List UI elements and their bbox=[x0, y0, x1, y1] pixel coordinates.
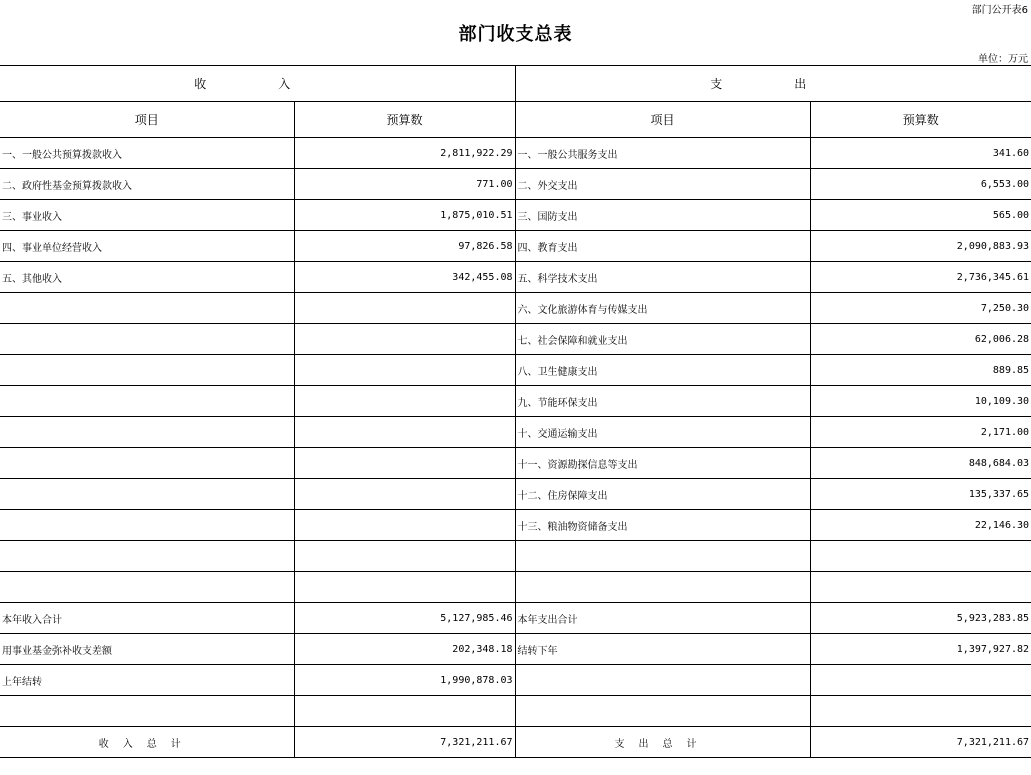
expense-value-cell: 5,923,283.85 bbox=[810, 603, 1031, 634]
table-row bbox=[0, 169, 1031, 200]
expense-value-cell: 1,397,927.82 bbox=[810, 634, 1031, 665]
income-section-header: 收 入 bbox=[0, 66, 515, 102]
expense-value-cell: 6,553.00 bbox=[810, 169, 1031, 200]
income-value-cell: 771.00 bbox=[294, 169, 515, 200]
income-value-cell bbox=[294, 355, 515, 386]
income-item-cell bbox=[0, 572, 294, 603]
expense-value-cell: 62,006.28 bbox=[810, 324, 1031, 355]
income-value-cell bbox=[294, 696, 515, 727]
expense-value-cell: 2,171.00 bbox=[810, 417, 1031, 448]
expense-item-cell: 结转下年 bbox=[515, 634, 810, 665]
income-item-cell: 五、其他收入 bbox=[0, 262, 294, 293]
expense-value-cell: 10,109.30 bbox=[810, 386, 1031, 417]
expense-value-cell: 2,090,883.93 bbox=[810, 231, 1031, 262]
income-item-cell bbox=[0, 479, 294, 510]
expense-item-cell bbox=[515, 696, 810, 727]
expense-value-cell: 565.00 bbox=[810, 200, 1031, 231]
table-row bbox=[0, 696, 1031, 727]
expense-value-cell: 22,146.30 bbox=[810, 510, 1031, 541]
expense-item-cell bbox=[515, 665, 810, 696]
column-header-row bbox=[0, 102, 1031, 138]
budget-summary-table bbox=[0, 65, 1031, 758]
income-value-cell bbox=[294, 293, 515, 324]
income-value-cell bbox=[294, 324, 515, 355]
expense-value-cell: 341.60 bbox=[810, 138, 1031, 169]
income-value-cell bbox=[294, 572, 515, 603]
table-row bbox=[0, 479, 1031, 510]
expense-budget-header: 预算数 bbox=[810, 102, 1031, 138]
page-title: 部门收支总表 bbox=[458, 24, 573, 45]
expense-item-cell: 一、一般公共服务支出 bbox=[515, 138, 810, 169]
income-value-cell: 2,811,922.29 bbox=[294, 138, 515, 169]
expense-section-header: 支 出 bbox=[515, 66, 1031, 102]
unit-label: 单位：万元 bbox=[978, 54, 1028, 65]
expense-value-cell: 7,250.30 bbox=[810, 293, 1031, 324]
expense-item-cell: 五、科学技术支出 bbox=[515, 262, 810, 293]
table-row bbox=[0, 262, 1031, 293]
income-value-cell bbox=[294, 417, 515, 448]
income-value-cell bbox=[294, 510, 515, 541]
table-row bbox=[0, 541, 1031, 572]
income-item-cell bbox=[0, 696, 294, 727]
income-item-cell bbox=[0, 448, 294, 479]
income-item-cell: 用事业基金弥补收支差额 bbox=[0, 634, 294, 665]
expense-value-cell bbox=[810, 665, 1031, 696]
income-budget-header: 预算数 bbox=[294, 102, 515, 138]
expense-item-cell: 十、交通运输支出 bbox=[515, 417, 810, 448]
income-item-cell bbox=[0, 355, 294, 386]
expense-item-cell: 四、教育支出 bbox=[515, 231, 810, 262]
expense-item-cell: 十二、住房保障支出 bbox=[515, 479, 810, 510]
income-item-cell bbox=[0, 293, 294, 324]
income-value-cell bbox=[294, 541, 515, 572]
income-total-value: 7,321,211.67 bbox=[294, 727, 515, 758]
income-item-cell: 一、一般公共预算拨款收入 bbox=[0, 138, 294, 169]
expense-item-cell: 十三、粮油物资储备支出 bbox=[515, 510, 810, 541]
expense-value-cell: 135,337.65 bbox=[810, 479, 1031, 510]
income-value-cell bbox=[294, 479, 515, 510]
expense-item-header: 项目 bbox=[515, 102, 810, 138]
income-value-cell: 5,127,985.46 bbox=[294, 603, 515, 634]
table-row bbox=[0, 603, 1031, 634]
income-item-cell: 四、事业单位经营收入 bbox=[0, 231, 294, 262]
income-item-cell bbox=[0, 510, 294, 541]
income-item-header: 项目 bbox=[0, 102, 294, 138]
income-value-cell: 97,826.58 bbox=[294, 231, 515, 262]
income-item-cell: 上年结转 bbox=[0, 665, 294, 696]
income-item-cell bbox=[0, 386, 294, 417]
totals-row bbox=[0, 727, 1031, 758]
section-header-row bbox=[0, 66, 1031, 102]
expense-item-cell: 三、国防支出 bbox=[515, 200, 810, 231]
table-row bbox=[0, 200, 1031, 231]
table-row bbox=[0, 386, 1031, 417]
income-total-label: 收入总计 bbox=[0, 727, 294, 758]
expense-item-cell: 十一、资源勘探信息等支出 bbox=[515, 448, 810, 479]
expense-item-cell: 七、社会保障和就业支出 bbox=[515, 324, 810, 355]
table-number-label: 部门公开表6 bbox=[971, 5, 1028, 16]
expense-item-cell: 八、卫生健康支出 bbox=[515, 355, 810, 386]
table-row bbox=[0, 138, 1031, 169]
expense-value-cell bbox=[810, 572, 1031, 603]
income-value-cell: 1,990,878.03 bbox=[294, 665, 515, 696]
expense-item-cell bbox=[515, 541, 810, 572]
table-row bbox=[0, 634, 1031, 665]
expense-value-cell: 848,684.03 bbox=[810, 448, 1031, 479]
expense-value-cell bbox=[810, 541, 1031, 572]
expense-item-cell: 本年支出合计 bbox=[515, 603, 810, 634]
income-value-cell bbox=[294, 386, 515, 417]
expense-value-cell: 889.85 bbox=[810, 355, 1031, 386]
income-value-cell: 342,455.08 bbox=[294, 262, 515, 293]
income-item-cell: 本年收入合计 bbox=[0, 603, 294, 634]
expense-item-cell: 六、文化旅游体育与传媒支出 bbox=[515, 293, 810, 324]
table-row bbox=[0, 293, 1031, 324]
table-row bbox=[0, 324, 1031, 355]
income-value-cell bbox=[294, 448, 515, 479]
expense-item-cell bbox=[515, 572, 810, 603]
expense-value-cell bbox=[810, 696, 1031, 727]
expense-item-cell: 九、节能环保支出 bbox=[515, 386, 810, 417]
income-item-cell bbox=[0, 541, 294, 572]
income-item-cell: 三、事业收入 bbox=[0, 200, 294, 231]
table-row bbox=[0, 231, 1031, 262]
income-value-cell: 202,348.18 bbox=[294, 634, 515, 665]
expense-total-label: 支出总计 bbox=[515, 727, 810, 758]
table-row bbox=[0, 572, 1031, 603]
expense-total-value: 7,321,211.67 bbox=[810, 727, 1031, 758]
table-row bbox=[0, 448, 1031, 479]
table-row bbox=[0, 355, 1031, 386]
expense-item-cell: 二、外交支出 bbox=[515, 169, 810, 200]
income-item-cell bbox=[0, 324, 294, 355]
income-item-cell: 二、政府性基金预算拨款收入 bbox=[0, 169, 294, 200]
income-value-cell: 1,875,010.51 bbox=[294, 200, 515, 231]
table-row bbox=[0, 417, 1031, 448]
income-item-cell bbox=[0, 417, 294, 448]
table-row bbox=[0, 510, 1031, 541]
expense-value-cell: 2,736,345.61 bbox=[810, 262, 1031, 293]
table-row bbox=[0, 665, 1031, 696]
